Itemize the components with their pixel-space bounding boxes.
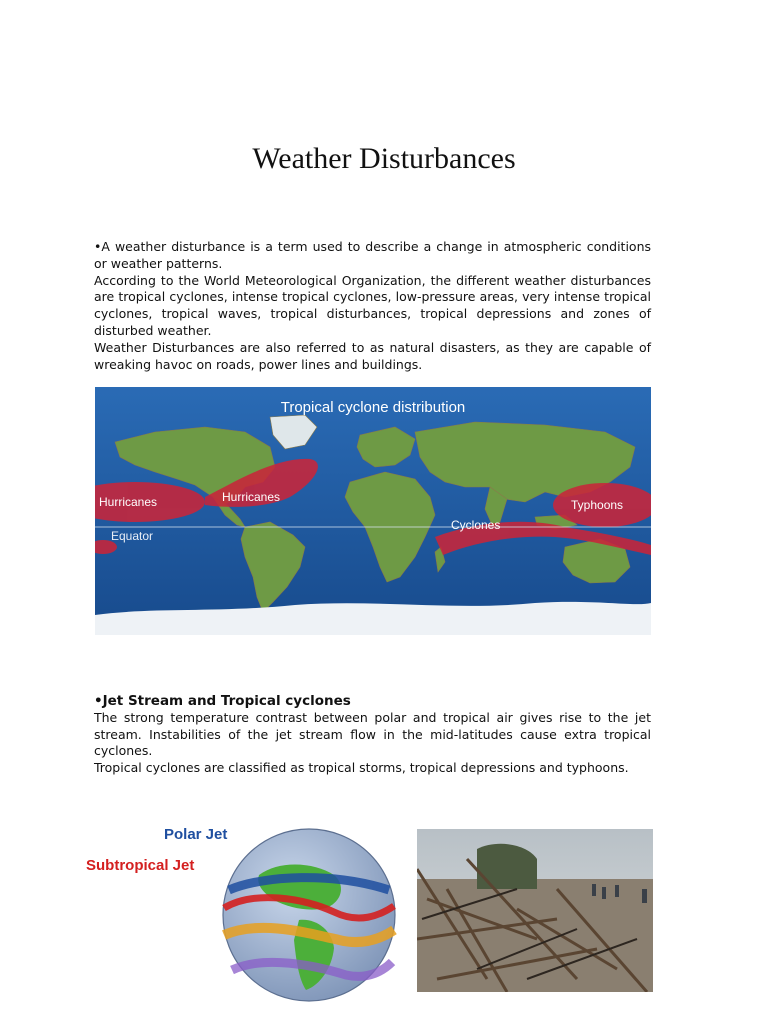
- label-cyclones: Cyclones: [451, 518, 501, 532]
- intro-paragraph-1: •A weather disturbance is a term used to describe a change in atmospheric conditions or weather patterns.: [94, 239, 651, 271]
- intro-paragraph-2: According to the World Meteorological Organization, the different weather disturbances are tropical cyclones, intense tropical cyclones, low-pressure areas, very intense tropical cyclones, tropical waves, tropical disturbances, tropical depressions and zones of disturbed weather.: [94, 272, 651, 338]
- subtropical-jet-label: Subtropical Jet: [86, 857, 195, 874]
- section-paragraph-1: The strong temperature contrast between polar and tropical air gives rise to the jet stream. Instabilities of the jet stream flow in the mid-latitudes cause extra tropical cyclones.: [94, 709, 651, 759]
- intro-section: [94, 239, 651, 373]
- section-paragraph-2: Tropical cyclones are classified as tropical storms, tropical depressions and typhoons.: [94, 760, 629, 776]
- storm-damage-photo: [417, 829, 653, 992]
- page-title: Weather Disturbances: [252, 142, 516, 175]
- polar-jet-label: Polar Jet: [164, 826, 228, 843]
- jet-stream-section: [94, 693, 651, 777]
- map-title: Tropical cyclone distribution: [280, 399, 466, 416]
- label-hurricanes-left: Hurricanes: [99, 495, 158, 509]
- label-typhoons: Typhoons: [571, 498, 624, 512]
- section-heading: •Jet Stream and Tropical cyclones: [94, 693, 351, 709]
- label-hurricanes-center: Hurricanes: [222, 490, 281, 504]
- jet-stream-globe-figure: [84, 820, 404, 1020]
- cyclone-distribution-map: [95, 387, 651, 635]
- intro-paragraph-3: Weather Disturbances are also referred to as natural disasters, as they are capable of wreaking havoc on roads, power lines and buildings.: [94, 339, 651, 372]
- label-equator: Equator: [111, 529, 154, 543]
